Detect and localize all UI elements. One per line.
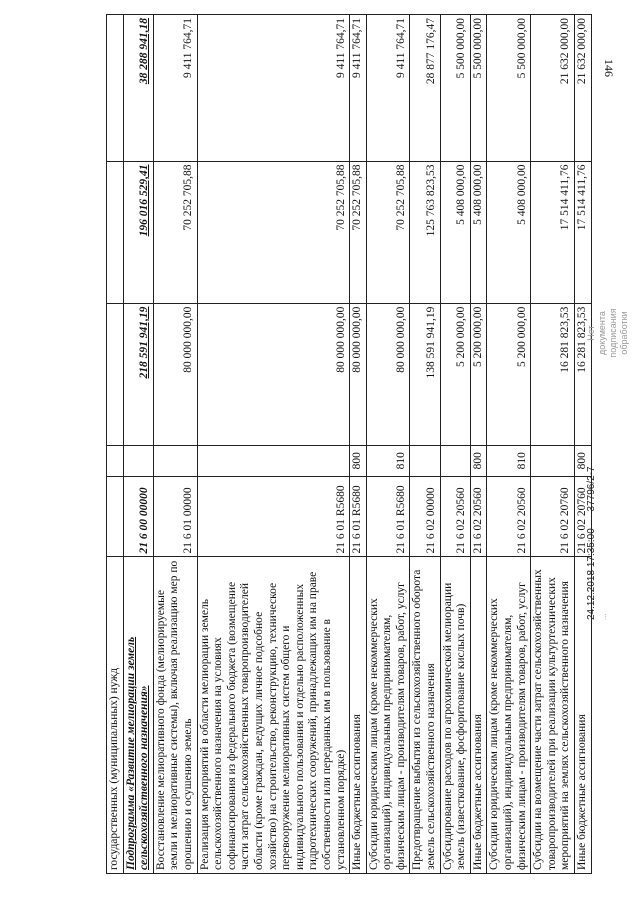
footer-doc-id: 37796/2-7 (586, 466, 597, 512)
cell-vr: 800 (350, 445, 367, 476)
cell-csr: 21 6 02 20560 (487, 476, 531, 557)
page-number: 146 (602, 59, 616, 77)
cell-vr: 810 (366, 445, 410, 476)
cell-vr (440, 445, 470, 476)
cell-sum-3: 9 411 764,71 (197, 15, 350, 162)
cell-sum-3: 5 500 000,00 (470, 15, 487, 162)
cell-sum-2 (107, 161, 124, 303)
cell-csr: 21 6 01 R5680 (197, 476, 350, 557)
footer-faint: ... (599, 613, 608, 620)
cell-sum-1: 16 281 823,53 (575, 303, 592, 445)
cell-sum-3: 9 411 764,71 (153, 15, 197, 162)
cell-sum-3: 9 411 764,71 (366, 15, 410, 162)
cell-csr: 21 6 02 20560 (470, 476, 487, 557)
stamp-line-1: Нет документа подписания (586, 308, 618, 358)
table-row (107, 15, 124, 874)
cell-name: Восстановление мелиоративного фонда (мелиорируемые земли и мелиоративные системы), включая реализацию мер по орошению и осушению земель (153, 557, 197, 874)
cell-vr (123, 445, 153, 476)
cell-csr (107, 476, 124, 557)
cell-vr (197, 445, 350, 476)
cell-sum-1: 218 591 941,19 (123, 303, 153, 445)
cell-sum-2: 5 408 000,00 (440, 161, 470, 303)
cell-sum-1: 16 281 823,53 (531, 303, 575, 445)
table-row (440, 15, 470, 874)
cell-name: Подпрограмма «Развитие мелиорации земель сельскохозяйственного назначения» (123, 557, 153, 874)
cell-sum-3: 9 411 764,71 (350, 15, 367, 162)
cell-name: Иные бюджетные ассигнования (350, 557, 367, 874)
cell-vr (107, 445, 124, 476)
table-row (487, 15, 531, 874)
table-row (153, 15, 197, 874)
cell-sum-3: 28 877 176,47 (410, 15, 440, 162)
cell-csr: 21 6 02 20760 (531, 476, 575, 557)
cell-sum-1 (107, 303, 124, 445)
cell-vr: 800 (575, 445, 592, 476)
table-row (531, 15, 575, 874)
cell-sum-1: 80 000 000,00 (350, 303, 367, 445)
cell-sum-1: 5 200 000,00 (487, 303, 531, 445)
cell-vr: 810 (487, 445, 531, 476)
cell-name: Субсидии юридическим лицам (кроме некоммерческих организаций), индивидуальным предпринимателям, физическим лицам - производителям товаров, работ, услуг (487, 557, 531, 874)
cell-name: Субсидии на возмещение части затрат сельскохозяйственных товаропроизводителей при реализации культуртехнических мероприятий на землях сельскохозяйственного назначения (531, 557, 575, 874)
cell-sum-1: 80 000 000,00 (153, 303, 197, 445)
cell-sum-2: 17 514 411,76 (575, 161, 592, 303)
cell-sum-3: 21 632 000,00 (575, 15, 592, 162)
table-row (410, 15, 440, 874)
cell-csr: 21 6 02 20560 (440, 476, 470, 557)
table-row (575, 15, 592, 874)
cell-sum-3: 38 288 941,18 (123, 15, 153, 162)
cell-sum-2: 70 252 705,88 (366, 161, 410, 303)
cell-sum-3 (107, 15, 124, 162)
footer (586, 452, 608, 620)
cell-name: Субсидирование расходов по агрохимической мелиорации земель (известкование, фосфоритование кислых почв) (440, 557, 470, 874)
cell-sum-2: 17 514 411,76 (531, 161, 575, 303)
cell-sum-2: 70 252 705,88 (197, 161, 350, 303)
stamp-watermark (586, 306, 630, 360)
cell-sum-3: 5 500 000,00 (487, 15, 531, 162)
cell-name: Иные бюджетные ассигнования (470, 557, 487, 874)
cell-sum-2: 70 252 705,88 (153, 161, 197, 303)
cell-name: Субсидии юридическим лицам (кроме некоммерческих организаций), индивидуальным предпринимателям, физическим лицам - производителям товаров, работ, услуг (366, 557, 410, 874)
cell-sum-2: 125 763 823,53 (410, 161, 440, 303)
table-row (197, 15, 350, 874)
budget-table-rotated (106, 14, 586, 874)
cell-vr (153, 445, 197, 476)
cell-name: государственных (муниципальных) нужд (107, 557, 124, 874)
cell-sum-2: 5 408 000,00 (487, 161, 531, 303)
cell-vr: 800 (470, 445, 487, 476)
cell-csr: 21 6 02 20760 (575, 476, 592, 557)
table-row (350, 15, 367, 874)
cell-csr: 21 6 01 R5680 (350, 476, 367, 557)
cell-csr: 21 6 02 00000 (410, 476, 440, 557)
footer-row (586, 452, 597, 620)
cell-name: Реализация мероприятий в области мелиорации земель сельскохозяйственного назначения на условиях софинансирования из федерального бюджета (возмещение части затрат сельскохозяйственных товаропроизводителей области (кроме граждан, ведущих личное подсобное хозяйство) на строительство, реконструкцию, техническое перевооружение мелиоративных систем общего и индивидуального пользования и отдельно расположенных гидротехнических сооружений, принадлежащих им на праве собственности или переданных им в пользование в установленном порядке) (197, 557, 350, 874)
cell-sum-1: 80 000 000,00 (366, 303, 410, 445)
budget-table (106, 14, 592, 874)
table-row (123, 15, 153, 874)
table-row (366, 15, 410, 874)
cell-sum-1: 5 200 000,00 (440, 303, 470, 445)
table-row (470, 15, 487, 874)
cell-sum-3: 5 500 000,00 (440, 15, 470, 162)
cell-name: Иные бюджетные ассигнования (575, 557, 592, 874)
cell-sum-1: 138 591 941,19 (410, 303, 440, 445)
cell-sum-1: 80 000 000,00 (197, 303, 350, 445)
cell-sum-2: 5 408 000,00 (470, 161, 487, 303)
cell-name: Предотвращение выбытия из сельскохозяйственного оборота земель сельскохозяйственного назначения (410, 557, 440, 874)
cell-csr: 21 6 00 00000 (123, 476, 153, 557)
stamp-line-2: обработки (619, 311, 629, 355)
cell-vr (531, 445, 575, 476)
footer-datetime: 24.12.2018 17:35:00 (586, 528, 597, 620)
cell-sum-1: 5 200 000,00 (470, 303, 487, 445)
cell-csr: 21 6 01 00000 (153, 476, 197, 557)
cell-vr (410, 445, 440, 476)
cell-sum-3: 21 632 000,00 (531, 15, 575, 162)
cell-sum-2: 70 252 705,88 (350, 161, 367, 303)
cell-sum-2: 196 016 529,41 (123, 161, 153, 303)
cell-csr: 21 6 01 R5680 (366, 476, 410, 557)
